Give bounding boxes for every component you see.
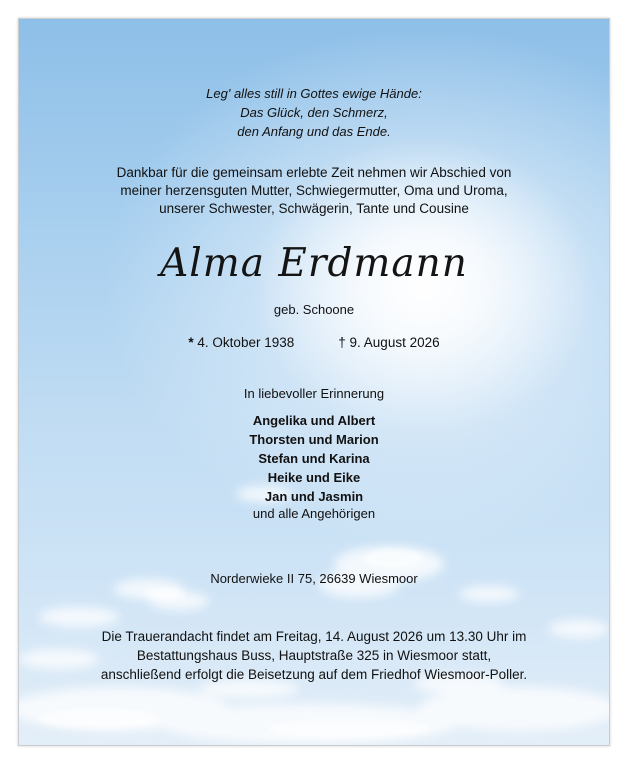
other-relatives: und alle Angehörigen [252, 506, 376, 521]
poem-line: Das Glück, den Schmerz, [240, 105, 388, 120]
mourner-item: Stefan und Karina [258, 451, 370, 466]
intro-text [19, 164, 609, 218]
service-info [19, 627, 609, 684]
service-line: Bestattungshaus Buss, Hauptstraße 325 in Wiesmoor statt, [136, 648, 492, 663]
service-line: anschließend erfolgt die Beisetzung auf dem Friedhof Wiesmoor-Poller. [100, 667, 528, 682]
mourner-item: Heike und Eike [267, 470, 361, 485]
intro-line: meiner herzensguten Mutter, Schwiegermutter, Oma und Uroma, [120, 183, 508, 198]
poem [19, 84, 609, 141]
birth-date: 4. Oktober 1938 [197, 335, 295, 350]
intro-line: unserer Schwester, Schwägerin, Tante und Cousine [159, 201, 469, 216]
maiden-name: geb. Schoone [273, 302, 355, 317]
memory-line: In liebevoller Erinnerung [243, 386, 385, 401]
intro-line: Dankbar für die gemeinsam erlebte Zeit nehmen wir Abschied von [116, 165, 512, 180]
mourner-item: Angelika und Albert [252, 413, 376, 428]
mourner-item: Jan und Jasmin [264, 489, 364, 504]
address: Norderwieke II 75, 26639 Wiesmoor [210, 571, 418, 586]
death-date: 9. August 2026 [349, 335, 440, 350]
cross-icon: † [338, 335, 346, 350]
obituary-content [19, 19, 609, 745]
mourner-item: Thorsten und Marion [249, 432, 379, 447]
birth-star-icon: * [188, 335, 194, 350]
obituary-card [18, 18, 610, 746]
deceased-name: Alma Erdmann [160, 241, 468, 286]
mourners-list [19, 411, 609, 506]
life-dates [19, 335, 609, 350]
poem-line: Leg' alles still in Gottes ewige Hände: [206, 86, 422, 101]
poem-line: den Anfang und das Ende. [237, 124, 391, 139]
service-line: Die Trauerandacht findet am Freitag, 14. August 2026 um 13.30 Uhr im [101, 629, 527, 644]
birth-date-group [188, 335, 294, 350]
death-date-group [338, 335, 439, 350]
